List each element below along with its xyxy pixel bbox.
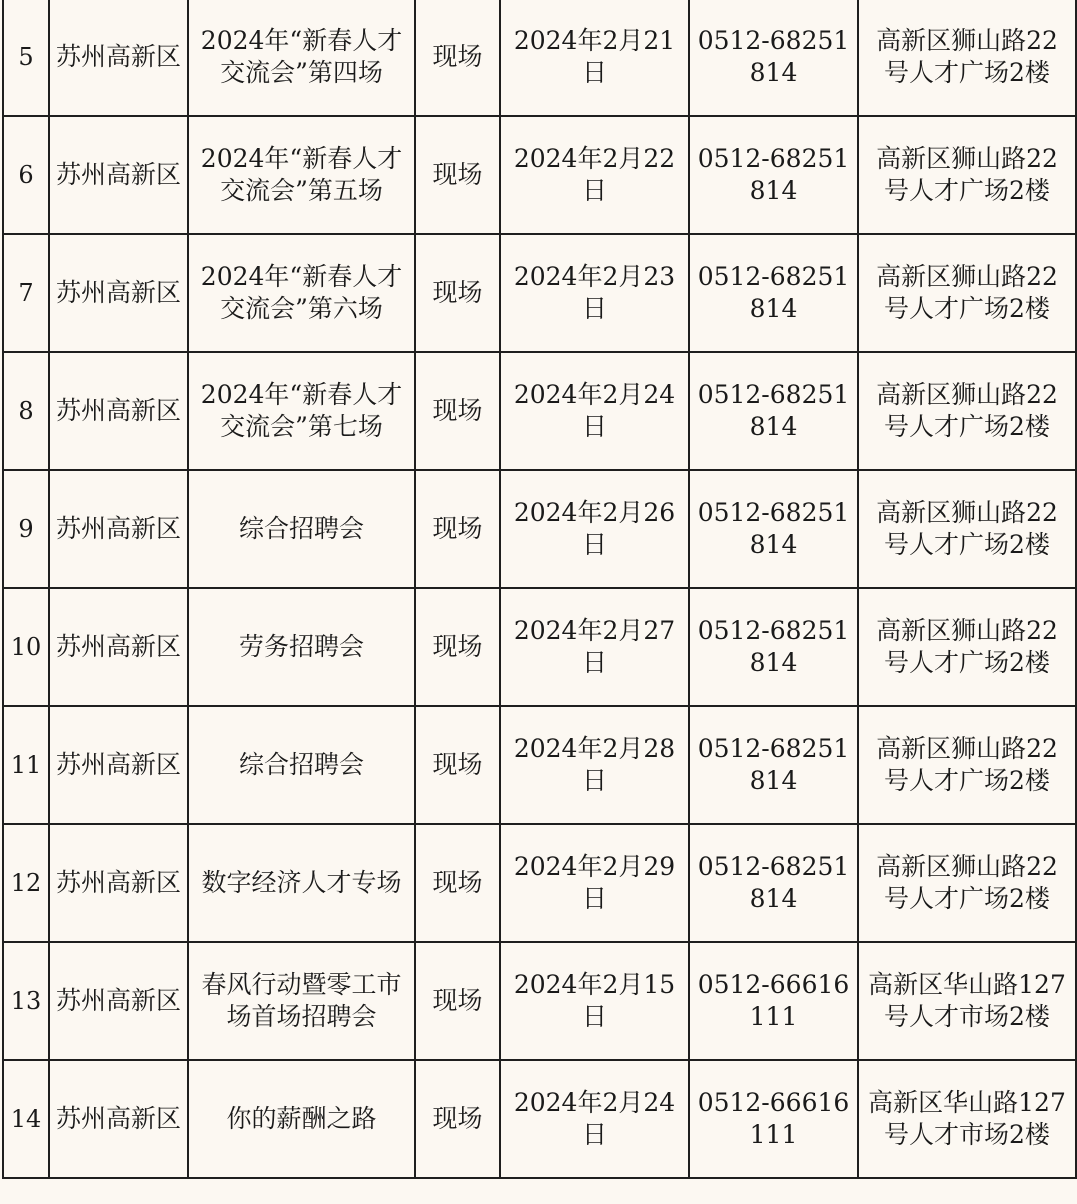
date-cell: 2024年2月24日 (500, 1060, 689, 1178)
address-cell: 高新区狮山路22号人才广场2楼 (858, 706, 1076, 824)
district-cell: 苏州高新区 (49, 942, 188, 1060)
phone-cell: 0512-66616111 (689, 942, 858, 1060)
event-name-cell: 春风行动暨零工市场首场招聘会 (188, 942, 415, 1060)
event-name-cell: 综合招聘会 (188, 706, 415, 824)
table-row (3, 588, 1076, 706)
district-cell: 苏州高新区 (49, 1060, 188, 1178)
date-cell: 2024年2月24日 (500, 352, 689, 470)
date-cell: 2024年2月22日 (500, 116, 689, 234)
phone-cell: 0512-68251814 (689, 588, 858, 706)
format-cell: 现场 (415, 588, 500, 706)
date-cell: 2024年2月28日 (500, 706, 689, 824)
event-name-cell: 数字经济人才专场 (188, 824, 415, 942)
district-cell: 苏州高新区 (49, 588, 188, 706)
phone-cell: 0512-68251814 (689, 706, 858, 824)
district-cell: 苏州高新区 (49, 352, 188, 470)
format-cell: 现场 (415, 470, 500, 588)
format-cell: 现场 (415, 116, 500, 234)
address-cell: 高新区狮山路22号人才广场2楼 (858, 470, 1076, 588)
address-cell: 高新区狮山路22号人才广场2楼 (858, 352, 1076, 470)
row-number: 13 (3, 942, 49, 1060)
event-name-cell: 2024年“新春人才交流会”第六场 (188, 234, 415, 352)
date-cell: 2024年2月27日 (500, 588, 689, 706)
phone-cell: 0512-68251814 (689, 234, 858, 352)
row-number: 11 (3, 706, 49, 824)
district-cell: 苏州高新区 (49, 706, 188, 824)
event-name-cell: 2024年“新春人才交流会”第四场 (188, 0, 415, 116)
table-row (3, 352, 1076, 470)
job-fair-table (2, 0, 1077, 1179)
row-number: 7 (3, 234, 49, 352)
format-cell: 现场 (415, 706, 500, 824)
row-number: 14 (3, 1060, 49, 1178)
event-name-cell: 2024年“新春人才交流会”第五场 (188, 116, 415, 234)
row-number: 10 (3, 588, 49, 706)
date-cell: 2024年2月21日 (500, 0, 689, 116)
table-row (3, 234, 1076, 352)
row-number: 12 (3, 824, 49, 942)
phone-cell: 0512-68251814 (689, 470, 858, 588)
address-cell: 高新区华山路127号人才市场2楼 (858, 1060, 1076, 1178)
format-cell: 现场 (415, 234, 500, 352)
district-cell: 苏州高新区 (49, 116, 188, 234)
district-cell: 苏州高新区 (49, 234, 188, 352)
row-number: 5 (3, 0, 49, 116)
format-cell: 现场 (415, 1060, 500, 1178)
event-name-cell: 综合招聘会 (188, 470, 415, 588)
address-cell: 高新区华山路127号人才市场2楼 (858, 942, 1076, 1060)
address-cell: 高新区狮山路22号人才广场2楼 (858, 116, 1076, 234)
table-row (3, 116, 1076, 234)
phone-cell: 0512-68251814 (689, 352, 858, 470)
table-row (3, 824, 1076, 942)
district-cell: 苏州高新区 (49, 0, 188, 116)
table-row (3, 942, 1076, 1060)
table-body (3, 0, 1076, 1178)
phone-cell: 0512-66616111 (689, 1060, 858, 1178)
table-row (3, 0, 1076, 116)
table-row (3, 706, 1076, 824)
row-number: 8 (3, 352, 49, 470)
table-row (3, 470, 1076, 588)
event-name-cell: 劳务招聘会 (188, 588, 415, 706)
event-name-cell: 你的薪酬之路 (188, 1060, 415, 1178)
date-cell: 2024年2月26日 (500, 470, 689, 588)
address-cell: 高新区狮山路22号人才广场2楼 (858, 234, 1076, 352)
format-cell: 现场 (415, 824, 500, 942)
district-cell: 苏州高新区 (49, 470, 188, 588)
event-name-cell: 2024年“新春人才交流会”第七场 (188, 352, 415, 470)
date-cell: 2024年2月15日 (500, 942, 689, 1060)
format-cell: 现场 (415, 352, 500, 470)
phone-cell: 0512-68251814 (689, 116, 858, 234)
address-cell: 高新区狮山路22号人才广场2楼 (858, 588, 1076, 706)
row-number: 9 (3, 470, 49, 588)
row-number: 6 (3, 116, 49, 234)
format-cell: 现场 (415, 0, 500, 116)
date-cell: 2024年2月23日 (500, 234, 689, 352)
district-cell: 苏州高新区 (49, 824, 188, 942)
phone-cell: 0512-68251814 (689, 0, 858, 116)
table-row (3, 1060, 1076, 1178)
phone-cell: 0512-68251814 (689, 824, 858, 942)
format-cell: 现场 (415, 942, 500, 1060)
address-cell: 高新区狮山路22号人才广场2楼 (858, 824, 1076, 942)
date-cell: 2024年2月29日 (500, 824, 689, 942)
address-cell: 高新区狮山路22号人才广场2楼 (858, 0, 1076, 116)
